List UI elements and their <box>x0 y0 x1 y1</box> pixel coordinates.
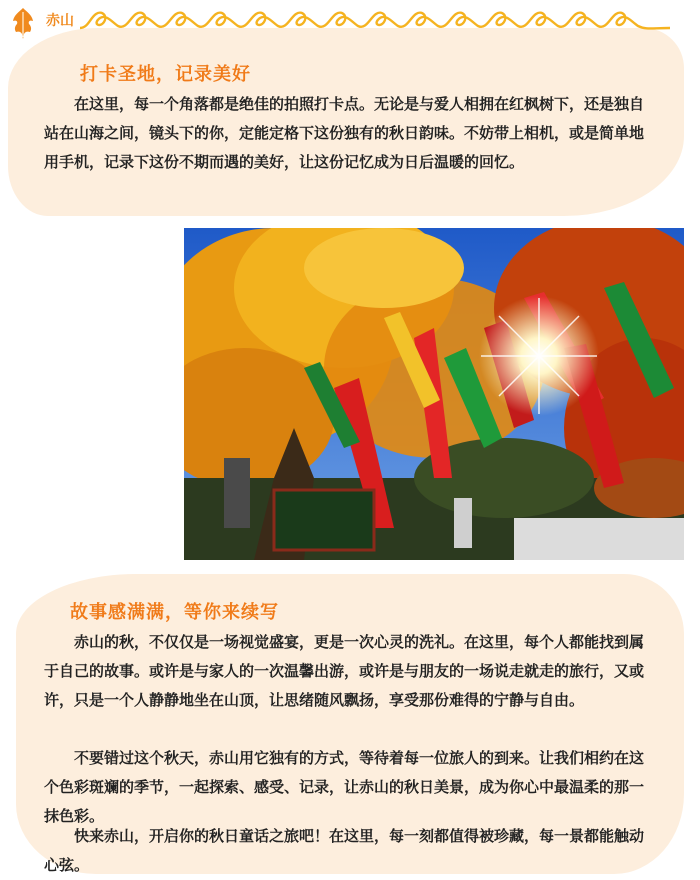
section2-paragraph-2: 不要错过这个秋天，赤山用它独有的方式，等待着每一位旅人的到来。让我们相约在这个色彩斑斓的季节，一起探索、感受、记录，让赤山的秋日美景，成为你心中最温柔的那一抹色彩。 <box>44 749 645 825</box>
header <box>0 0 700 40</box>
section2-paragraph-3: 快来赤山，开启你的秋日童话之旅吧！在这里，每一刻都值得被珍藏，每一景都能触动心弦。 <box>44 827 645 874</box>
section2-title: 故事感满满，等你来续写 <box>70 602 279 623</box>
section1-paragraph: 在这里，每一个角落都是绝佳的拍照打卡点。无论是与爱人相拥在红枫树下，还是独自站在山海之间，镜头下的你，定能定格下这份独有的秋日韵味。不妨带上相机，或是简单地用手机，记录下这份不期而遇的美好，让这份记忆成为日后温暖的回忆。 <box>44 95 645 171</box>
section1-title: 打卡圣地，记录美好 <box>80 64 251 85</box>
decorative-loop-border <box>80 6 670 40</box>
brand-label: 赤山 <box>46 13 74 29</box>
ginkgo-tree-photo <box>184 228 684 560</box>
photo-illustration <box>184 228 684 560</box>
maple-leaf-icon <box>10 6 36 40</box>
section2-paragraph-1: 赤山的秋，不仅仅是一场视觉盛宴，更是一次心灵的洗礼。在这里，每个人都能找到属于自己的故事。或许是与家人的一次温馨出游，或许是与朋友的一场说走就走的旅行，又或许，只是一个人静静地坐在山顶，让思绪随风飘扬，享受那份难得的宁静与自由。 <box>44 633 645 709</box>
